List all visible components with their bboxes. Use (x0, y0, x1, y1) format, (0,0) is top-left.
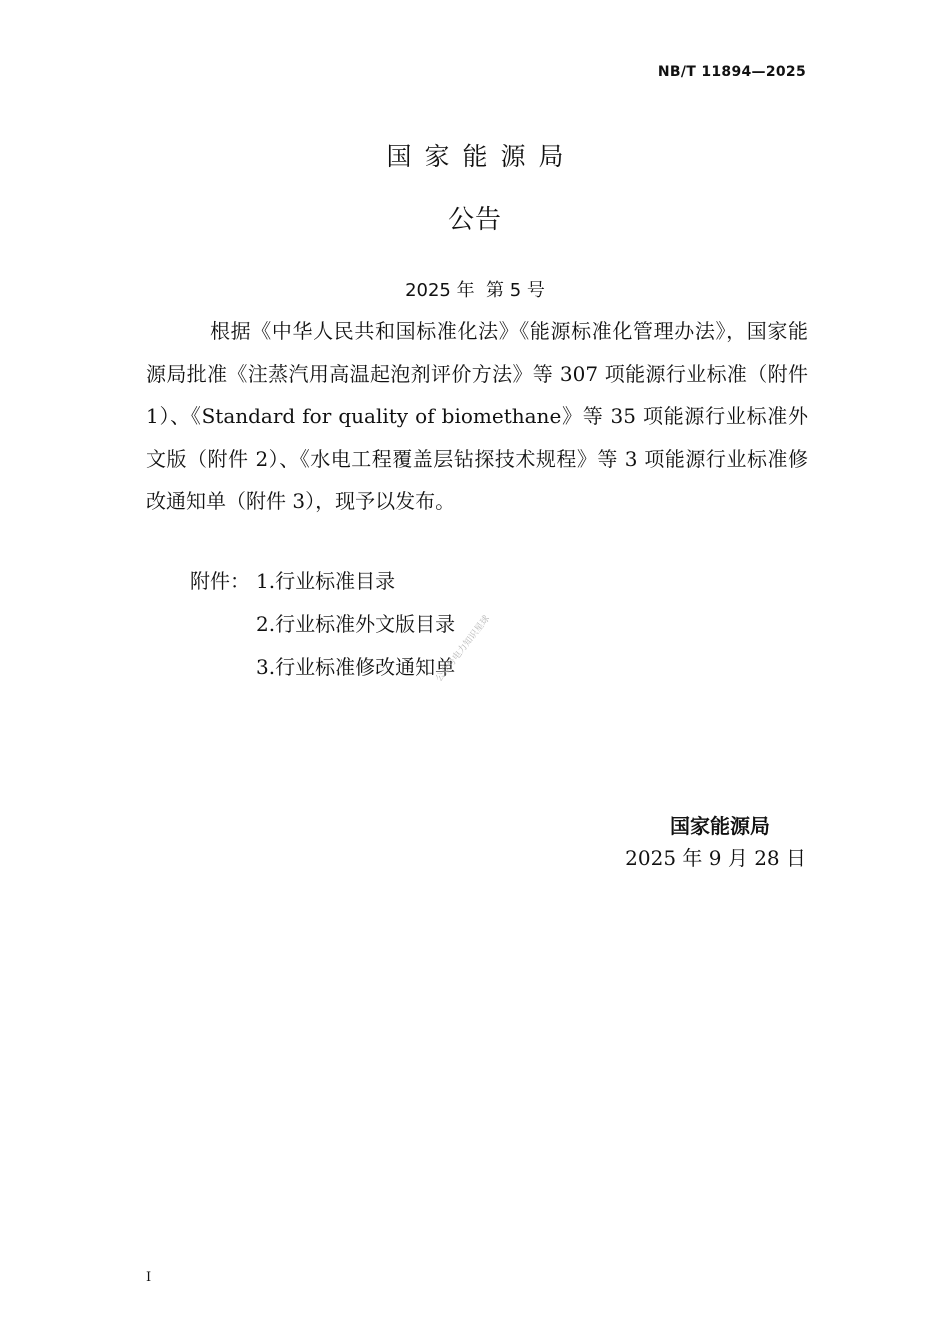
agency-title: 国家能源局 (386, 142, 577, 171)
attachment-row-3 (190, 646, 455, 689)
signature-agency: 国家能源局 (670, 814, 770, 838)
announcement-body: 根据《中华人民共和国标准化法》《能源标准化管理办法》，国家能源局批准《注蒸汽用高温起泡剂评价方法》等 307 项能源行业标准（附件 1）、《Standard for quality of biomethane》等 35 项能源行业标准外文版（附件 2）、《水电工程覆盖层钻探技术规程》等 3 项能源行业标准修改通知单（附件 3），现予以发布。 (146, 319, 808, 513)
attachment-item: 1.行业标准目录 (256, 569, 396, 593)
watermark: 公众号电力知识星球 (434, 614, 493, 685)
attachment-row-2 (190, 603, 455, 646)
attachment-item: 3.行业标准修改通知单 (256, 655, 456, 679)
attachment-row-1 (190, 560, 455, 603)
signature-date: 2025 年 9 月 28 日 (625, 846, 806, 870)
page-number: I (146, 1270, 152, 1285)
notice-title: 公告 (447, 205, 502, 235)
document-code: NB/T 11894—2025 (657, 64, 806, 80)
attachment-item: 2.行业标准外文版目录 (256, 612, 456, 636)
attachments-list (190, 560, 455, 689)
issue-number: 2025 年 第 5 号 (405, 280, 545, 301)
attachments-label: 附件： (190, 569, 250, 593)
